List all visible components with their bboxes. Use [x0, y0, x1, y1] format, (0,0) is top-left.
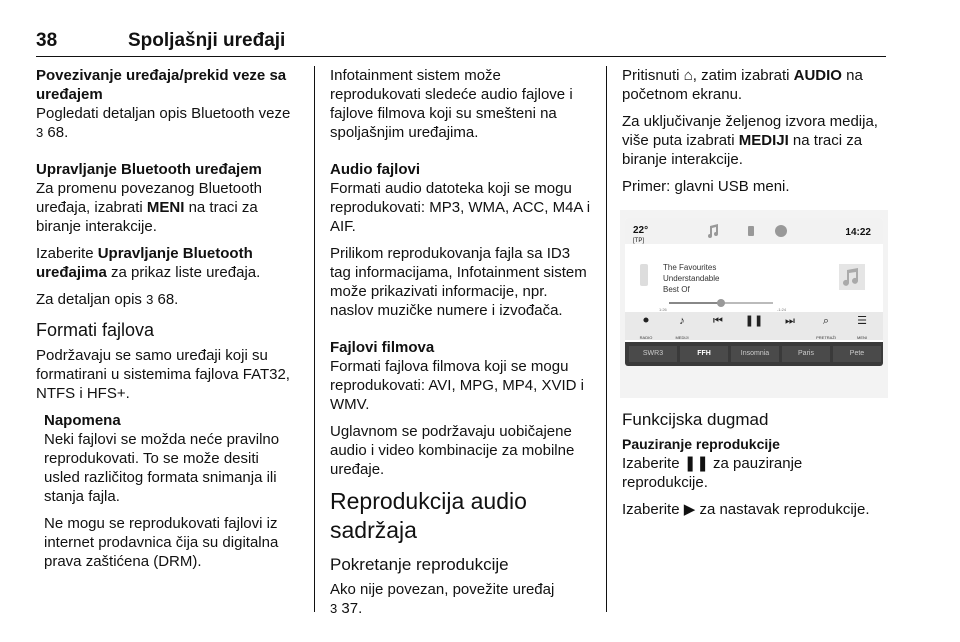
infotainment-screen	[625, 218, 883, 366]
control-label: PRETRAŽI	[816, 335, 836, 340]
music-source-icon	[705, 223, 721, 239]
column-2	[330, 66, 592, 626]
menu-label: MENI	[146, 199, 185, 216]
page-title: Spoljašnji uređaji	[128, 30, 286, 51]
page-number: 38	[36, 30, 58, 51]
clock: 14:22	[845, 227, 871, 238]
previous-icon: ⏮	[713, 315, 723, 327]
progress-knob[interactable]	[717, 299, 725, 307]
album-art-icon	[839, 264, 865, 290]
paragraph-start: Ako nije povezan, povežite uređaj 3 37.	[330, 581, 555, 617]
column-1	[36, 66, 298, 579]
total-time: -1:24	[777, 307, 787, 312]
heading-function-buttons: Funkcijska dugmad	[622, 410, 769, 429]
paragraph-select-devices: Izaberite Upravljanje Bluetooth uređajima za prikaz liste uređaja.	[36, 245, 261, 281]
favourites-bar	[625, 342, 883, 366]
paragraph-movie-formats: Formati fajlova filmova koji se mogu reprodukovati: AVI, MPG, MP4, XVID i WMV.	[330, 358, 584, 413]
reference-icon: 3	[36, 125, 44, 140]
page-reference: 68.	[157, 291, 179, 308]
paragraph-pause: Izaberite ❚❚ za pauziranje reprodukcije.	[622, 455, 803, 491]
usb-device-icon	[637, 262, 651, 288]
column-3	[622, 66, 890, 527]
progress-fill	[669, 302, 721, 304]
play-icon: ▶	[683, 501, 696, 518]
heading-connect: Povezivanje uređaja/prekid veze sa uređajem	[36, 67, 287, 103]
interaction-bar	[625, 312, 883, 340]
column-divider-2	[606, 66, 607, 612]
note-title: Napomena	[44, 412, 121, 429]
search-icon: ⌕	[822, 315, 830, 327]
note-block	[36, 411, 298, 571]
heading-movie-files: Fajlovi filmova	[330, 339, 435, 356]
home-icon: ⌂	[683, 67, 693, 84]
screen-status-bar	[625, 218, 883, 244]
usb-source-icon	[743, 223, 759, 239]
heading-audio-files: Audio fajlovi	[330, 161, 420, 178]
column-divider-1	[314, 66, 315, 612]
favourite-button[interactable]: FFH	[680, 346, 728, 362]
page-header	[36, 30, 886, 57]
next-icon: ⏭	[785, 315, 795, 327]
note-text-1: Neki fajlovi se možda neće pravilno reprodukovati. To se može desiti usled različitog formata snimanja ili stanja fajla.	[44, 431, 280, 505]
favourite-button[interactable]: SWR3	[629, 346, 677, 362]
heading-pause: Pauziranje reprodukcije	[622, 436, 780, 452]
heading-start-playback: Pokretanje reprodukcije	[330, 555, 509, 574]
heading-formats: Formati fajlova	[36, 320, 155, 340]
control-previous[interactable]	[703, 314, 733, 328]
heading-manage: Upravljanje Bluetooth uređajem	[36, 161, 262, 178]
control-label: MEDIJI	[675, 335, 689, 340]
control-label: RADIO	[639, 335, 653, 340]
info-icon	[773, 223, 789, 239]
pause-icon: ❚❚	[744, 315, 764, 327]
favourite-button[interactable]: Pete	[833, 346, 881, 362]
paragraph-resume: Izaberite ▶ za nastavak reprodukcije.	[622, 501, 870, 518]
tp-indicator: [TP]	[633, 238, 645, 244]
heading-audio-playback: Reprodukcija audio sadržaja	[330, 488, 527, 543]
paragraph-combinations: Uglavnom se podržavaju uobičajene audio i video kombinacije za mobilne uređaje.	[330, 423, 575, 478]
reference-icon: 3	[330, 601, 338, 616]
page-reference: 37.	[341, 600, 363, 617]
progress-bar[interactable]	[669, 302, 773, 304]
pause-icon: ❚❚	[683, 455, 709, 472]
reference-icon: 3	[146, 292, 154, 307]
track-info	[663, 262, 719, 295]
control-pause[interactable]	[739, 314, 769, 328]
media-label: MEDIJI	[738, 132, 789, 149]
paragraph-connect: Pogledati detaljan opis Bluetooth veze 3 68.	[36, 105, 291, 141]
paragraph-audio-formats: Formati audio datoteka koji se mogu reprodukovati: MP3, WMA, ACC, M4A i AIF.	[330, 180, 591, 235]
audio-label: AUDIO	[793, 67, 842, 84]
usb-menu-screenshot	[620, 210, 888, 398]
track-artist: Understandable	[663, 274, 720, 283]
elapsed-time: 1:26	[659, 307, 667, 312]
paragraph-example: Primer: glavni USB meni.	[622, 178, 790, 195]
control-label: MENI	[857, 335, 867, 340]
track-album: Best Of	[663, 285, 690, 294]
note-text-2: Ne mogu se reprodukovati fajlovi iz internet prodavnica čija su digitalna prava zaštićena (DRM).	[44, 515, 279, 570]
radio-icon: ⚫	[641, 315, 651, 327]
paragraph-id3: Prilikom reprodukovanja fajla sa ID3 tag informacijama, Infotainment sistem može prikazivati informacije, npr. naslov muzičke numere i izvođača.	[330, 245, 587, 319]
paragraph-details: Za detaljan opis 3 68.	[36, 291, 179, 308]
manage-devices-label: Upravljanje Bluetooth uređajima	[36, 245, 253, 281]
track-title: The Favourites	[663, 263, 717, 272]
page-reference: 68.	[47, 124, 69, 141]
paragraph-home: Pritisnuti ⌂, zatim izabrati AUDIO na početnom ekranu.	[622, 67, 863, 103]
paragraph-manage: Za promenu povezanog Bluetooth uređaja, izabrati MENI na traci za biranje interakcije.	[36, 180, 262, 235]
menu-icon: ☰	[857, 315, 867, 327]
control-next[interactable]	[775, 314, 805, 328]
paragraph-intro: Infotainment sistem može reprodukovati sledeće audio fajlove i fajlove filmova koji su smešteni na spoljašnjim uređajima.	[330, 67, 573, 141]
paragraph-formats: Podržavaju se samo uređaji koji su formatirani u sistemima fajlova FAT32, NTFS i HFS+.	[36, 347, 290, 402]
favourite-button[interactable]: Paris	[782, 346, 830, 362]
media-icon: ♪	[679, 315, 685, 327]
temperature: 22°	[633, 225, 649, 236]
paragraph-source: Za uključivanje željenog izvora medija, više puta izabrati MEDIJI na traci za biranje interakcije.	[622, 113, 878, 168]
favourite-button[interactable]: Insomnia	[731, 346, 779, 362]
